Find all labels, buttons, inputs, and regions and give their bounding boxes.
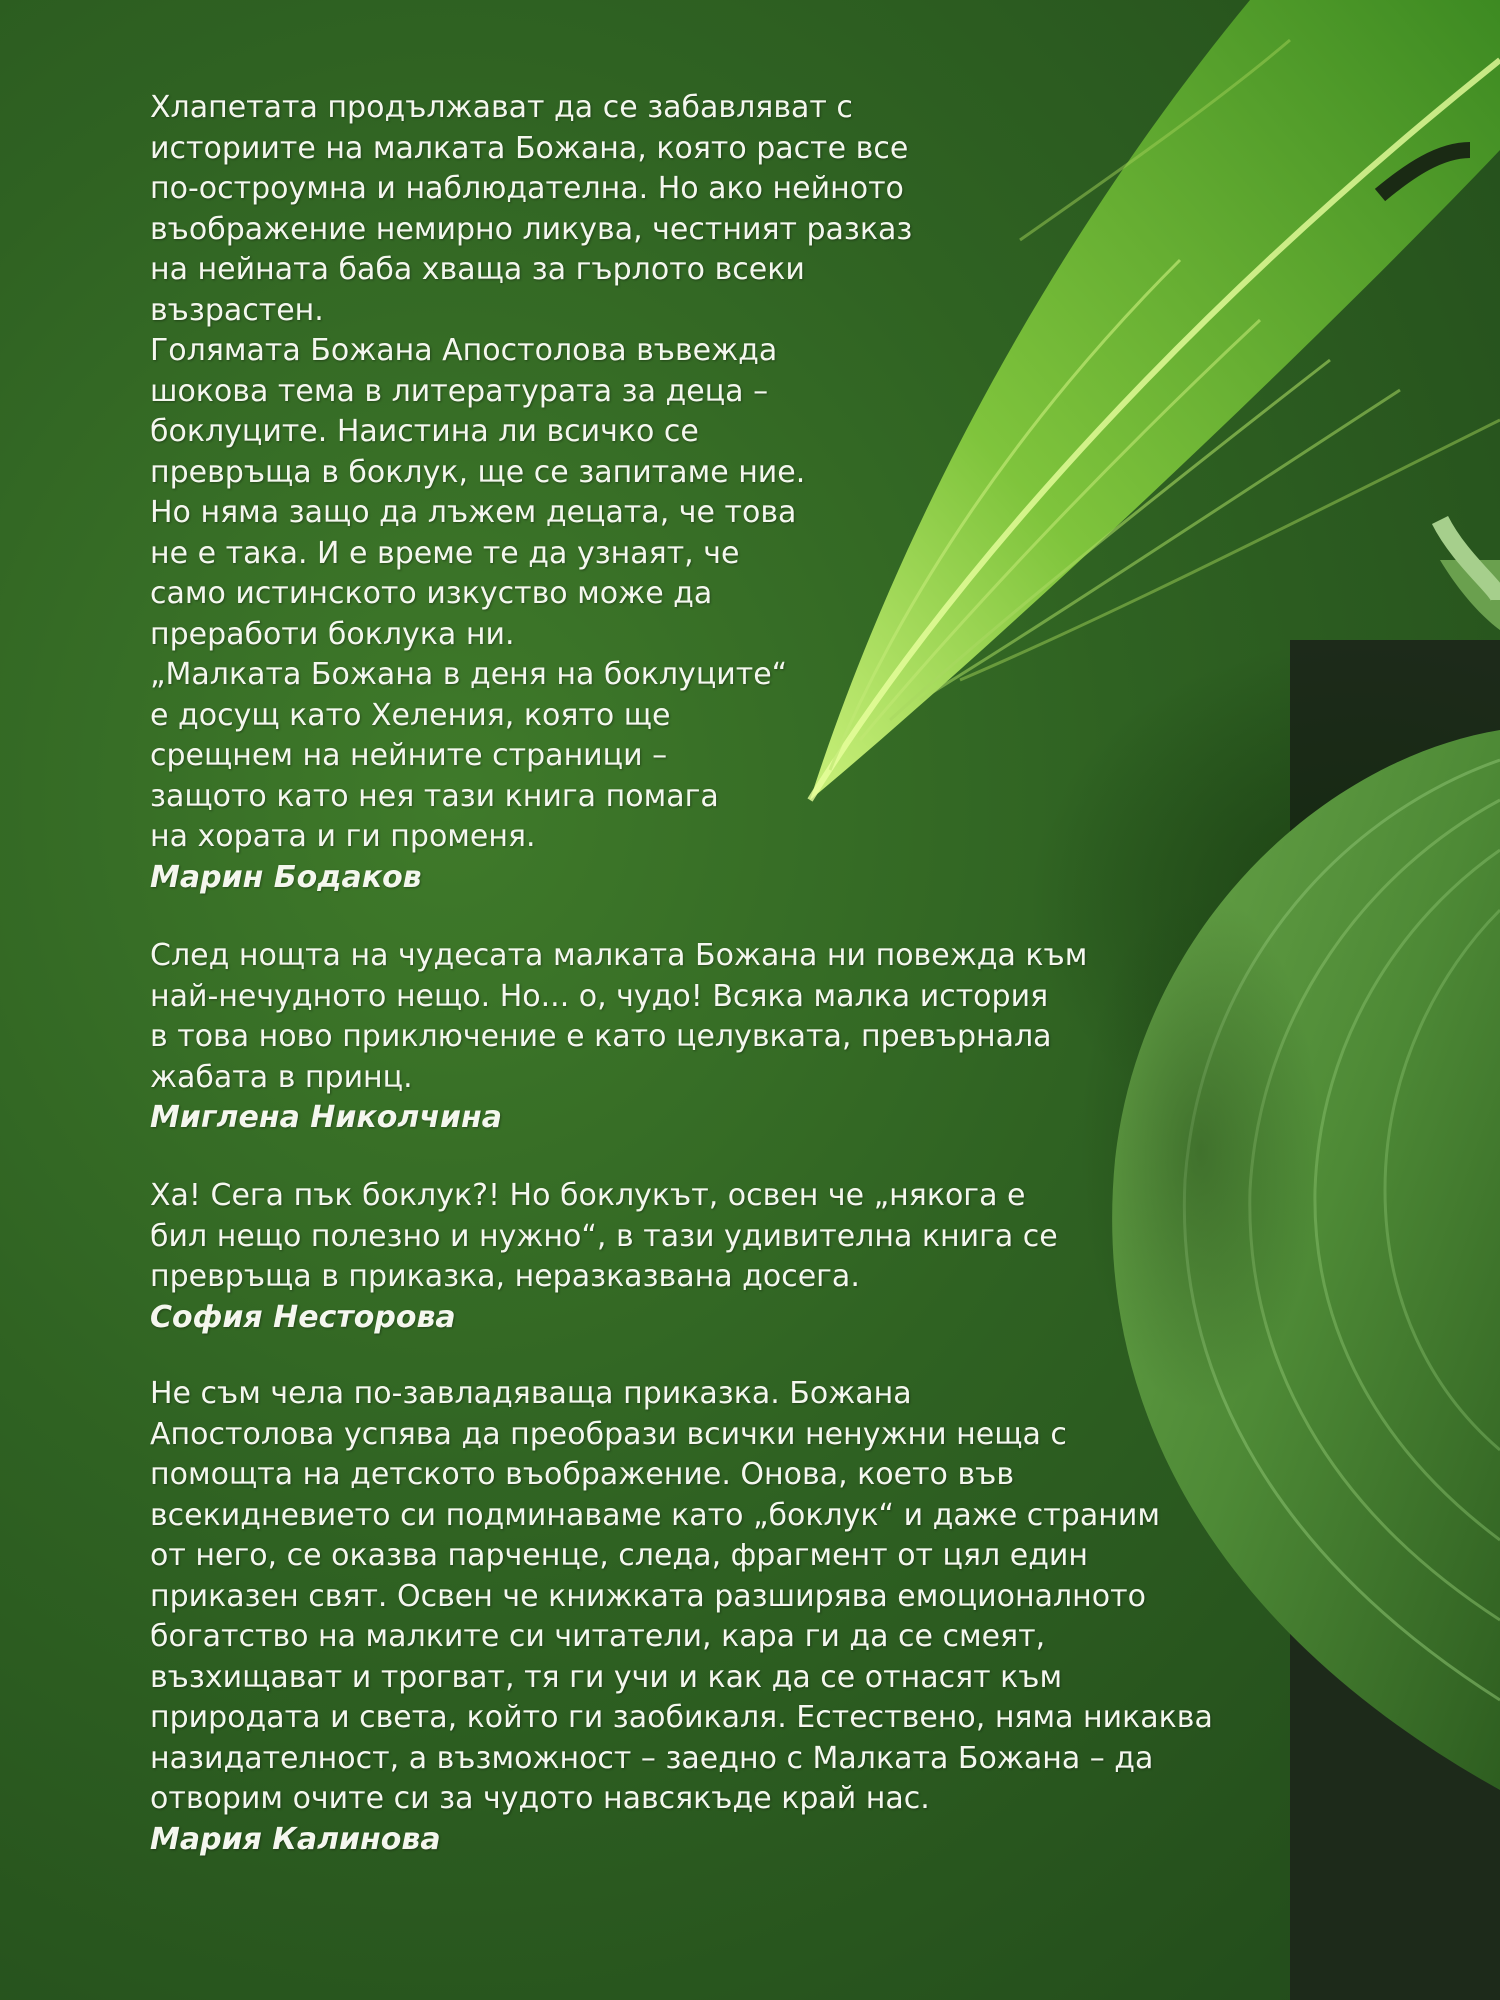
review-block-4 (150, 1374, 1250, 1860)
text-line: природата и света, който ги заобикаля. Естествено, няма никаква (150, 1700, 1213, 1735)
text-line: богатство на малките си читатели, кара ги да се смеят, (150, 1619, 1046, 1654)
review-block-3 (150, 1176, 1250, 1338)
text-line: възрастен. (150, 292, 324, 328)
text-line: Но няма защо да лъжем децата, че това (150, 495, 797, 530)
text-line: възхищават и трогват, тя ги учи и как да се отнасят към (150, 1659, 1063, 1695)
text-line: Голямата Божана Апостолова въвежда (150, 333, 778, 368)
review-block-1 (150, 88, 1250, 898)
review-author: Марин Бодаков (150, 859, 422, 895)
text-line: е досущ като Хеления, която ще (150, 697, 671, 733)
text-line: всекидневието си подминаваме като „боклук“ и даже страним (150, 1497, 1160, 1533)
text-line: След нощта на чудесата малката Божана ни повежда към (150, 938, 1088, 973)
text-line: приказен свят. Освен че книжката разширява емоционалното (150, 1578, 1146, 1614)
review-author: София Несторова (150, 1299, 456, 1335)
text-line: въображение немирно ликува, честният разказ (150, 211, 913, 247)
review-author: Мария Калинова (150, 1821, 441, 1857)
text-line: Хлапетата продължават да се забавляват с (150, 90, 853, 125)
text-line: боклуците. Наистина ли всичко се (150, 414, 699, 449)
text-line: „Малката Божана в деня на боклуците“ (150, 657, 788, 692)
text-line: Апостолова успява да преобрази всички ненужни неща с (150, 1416, 1067, 1452)
text-line: отворим очите си за чудото навсякъде край нас. (150, 1781, 930, 1816)
text-line: защото като нея тази книга помага (150, 778, 719, 814)
text-line: преработи боклука ни. (150, 616, 515, 652)
text-line: назидателност, а възможност – заедно с Малката Божана – да (150, 1740, 1154, 1776)
text-line: по-остроумна и наблюдателна. Но ако нейното (150, 171, 904, 206)
review-author: Миглена Николчина (150, 1100, 502, 1135)
text-line: Ха! Сега пък боклук?! Но боклукът, освен че „някога е (150, 1178, 1026, 1213)
text-line: най-нечудното нещо. Но... о, чудо! Всяка малка история (150, 978, 1049, 1014)
text-line: жабата в принц. (150, 1059, 413, 1095)
text-line: срещнем на нейните страници – (150, 738, 668, 773)
review-block-2 (150, 936, 1250, 1139)
text-line: превръща в приказка, неразказвана досега. (150, 1259, 860, 1294)
text-line: помощта на детското въображение. Онова, което във (150, 1457, 1015, 1492)
text-line: на хората и ги променя. (150, 819, 536, 854)
text-line: бил нещо полезно и нужно“, в тази удивителна книга се (150, 1218, 1058, 1254)
text-line: превръща в боклук, ще се запитаме ние. (150, 454, 806, 490)
text-line: само истинското изкуство може да (150, 576, 713, 611)
text-line: Не съм чела по-завладяваща приказка. Божана (150, 1376, 912, 1411)
text-line: от него, се оказва парченце, следа, фрагмент от цял един (150, 1538, 1089, 1573)
text-line: в това ново приключение е като целувката, превърнала (150, 1019, 1052, 1054)
text-line: на нейната баба хваща за гърлото всеки (150, 252, 805, 287)
text-line: не е така. И е време те да узнаят, че (150, 535, 740, 571)
text-line: историите на малката Божана, която расте все (150, 130, 909, 166)
text-line: шокова тема в литературата за деца – (150, 373, 769, 409)
